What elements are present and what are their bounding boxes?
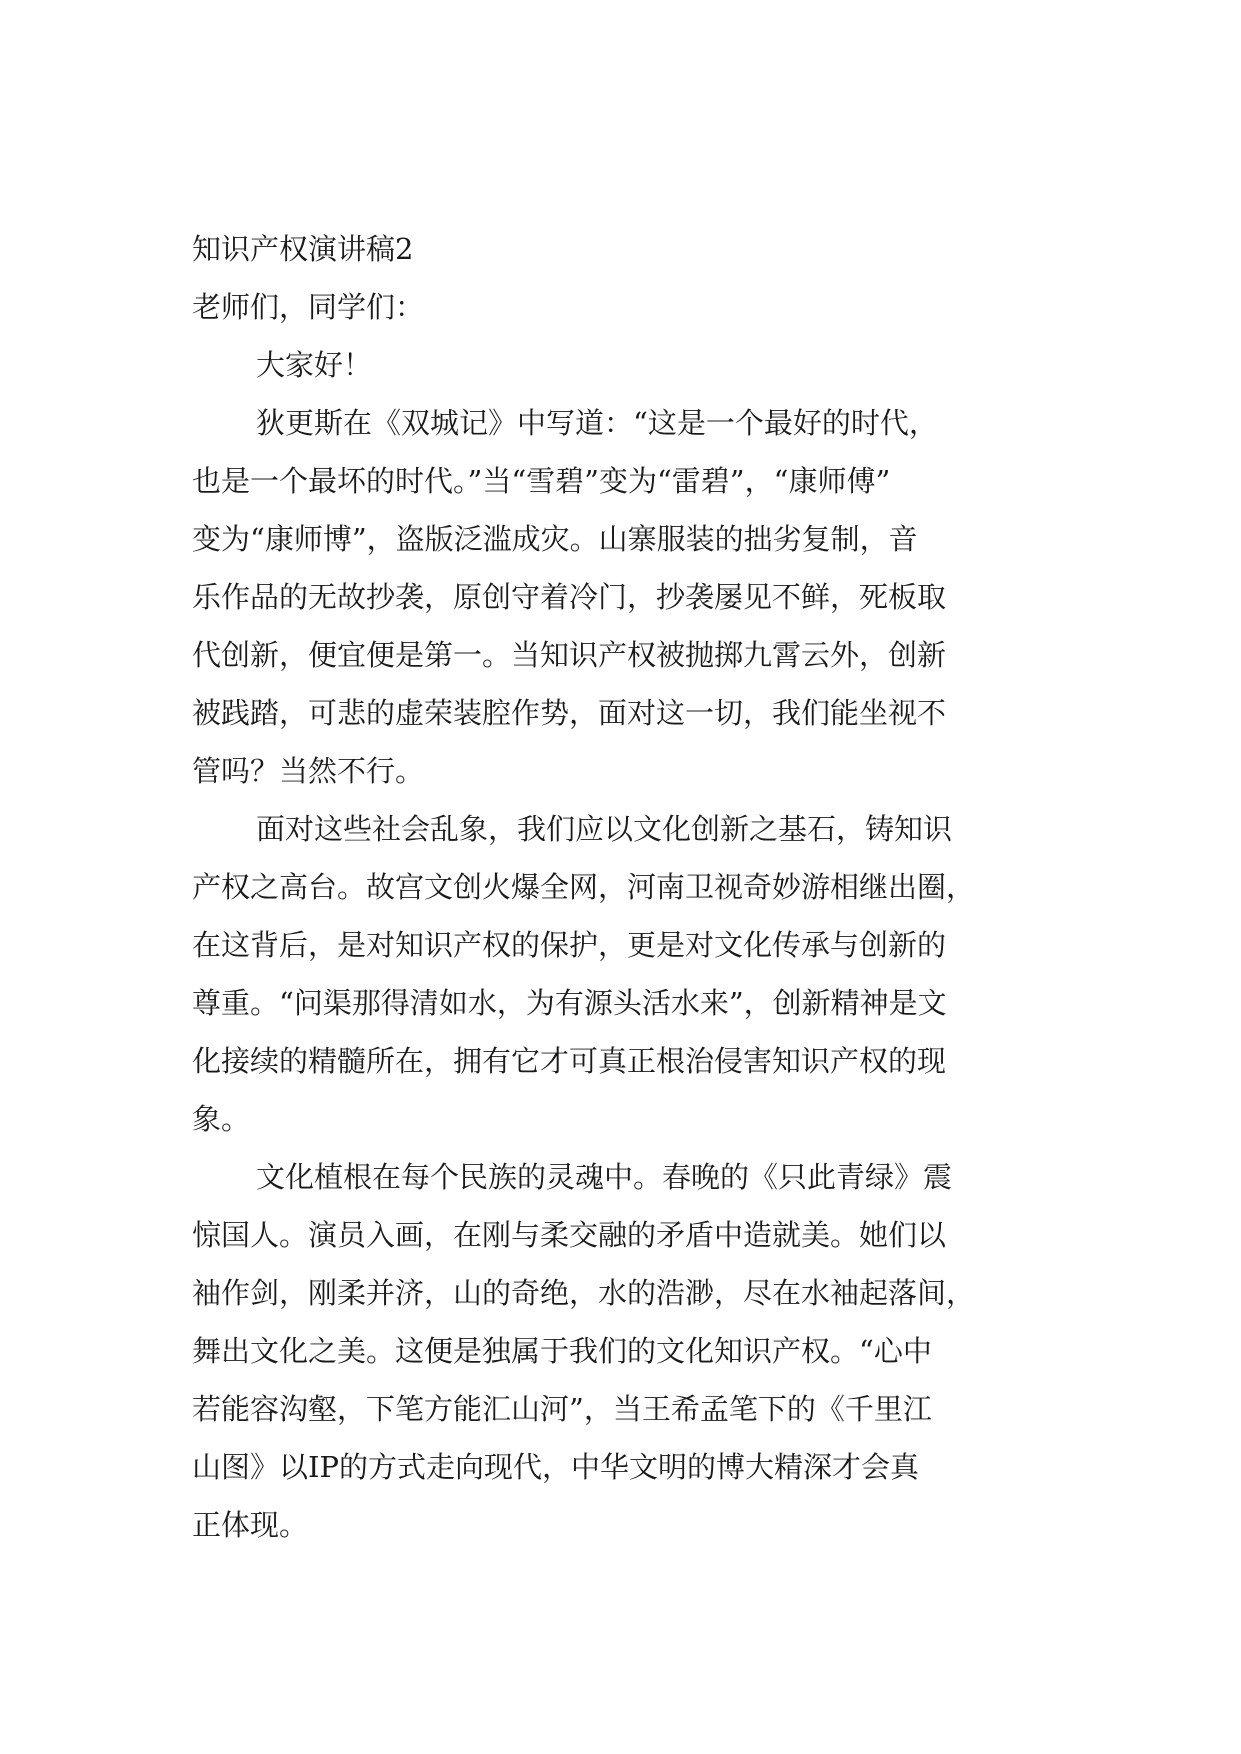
greeting: 大家好！ bbox=[256, 348, 373, 382]
paragraph-line: 惊国人。演员入画，在刚与柔交融的矛盾中造就美。她们以 bbox=[192, 1218, 947, 1252]
paragraph-line: 袖作剑，刚柔并济，山的奇绝，水的浩渺，尽在水袖起落间， bbox=[192, 1276, 976, 1310]
paragraph-line: 象。 bbox=[192, 1102, 251, 1136]
paragraph-line: 正体现。 bbox=[192, 1508, 309, 1542]
paragraph-line: 被践踏，可悲的虚荣装腔作势，面对这一切，我们能坐视不 bbox=[192, 696, 947, 730]
paragraph-3 bbox=[192, 1148, 1058, 1554]
salutation: 老师们，同学们： bbox=[192, 290, 425, 324]
paragraph-line: 文化植根在每个民族的灵魂中。春晚的《只此青绿》震 bbox=[256, 1160, 953, 1194]
paragraph-line: 管吗？当然不行。 bbox=[192, 754, 425, 788]
paragraph-line: 若能容沟壑，下笔方能汇山河”，当王希孟笔下的《千里江 bbox=[192, 1392, 932, 1426]
paragraph-2 bbox=[192, 800, 1058, 1148]
paragraph-line: 尊重。“问渠那得清如水，为有源头活水来”，创新精神是文 bbox=[192, 986, 947, 1020]
document-title: 知识产权演讲稿2 bbox=[192, 232, 414, 266]
paragraph-line: 产权之高台。故宫文创火爆全网，河南卫视奇妙游相继出圈， bbox=[192, 870, 976, 904]
paragraph-1 bbox=[192, 394, 1058, 800]
paragraph-line: 化接续的精髓所在，拥有它才可真正根治侵害知识产权的现 bbox=[192, 1044, 947, 1078]
paragraph-line: 在这背后，是对知识产权的保护，更是对文化传承与创新的 bbox=[192, 928, 947, 962]
paragraph-line: 变为“康师博”，盗版泛滥成灾。山寨服装的拙劣复制，音 bbox=[192, 522, 918, 556]
paragraph-line: 山图》以IP的方式走向现代，中华文明的博大精深才会真 bbox=[192, 1450, 919, 1484]
paragraph-line: 也是一个最坏的时代。”当“雪碧”变为“雷碧”，“康师傅” bbox=[192, 464, 891, 498]
paragraph-line: 狄更斯在《双城记》中写道：“这是一个最好的时代， bbox=[256, 406, 938, 440]
paragraph-line: 舞出文化之美。这便是独属于我们的文化知识产权。“心中 bbox=[192, 1334, 932, 1368]
paragraph-line: 面对这些社会乱象，我们应以文化创新之基石，铸知识 bbox=[256, 812, 953, 846]
document-body bbox=[192, 220, 1058, 1554]
paragraph-line: 乐作品的无故抄袭，原创守着冷门，抄袭屡见不鲜，死板取 bbox=[192, 580, 947, 614]
paragraph-line: 代创新，便宜便是第一。当知识产权被抛掷九霄云外，创新 bbox=[192, 638, 947, 672]
